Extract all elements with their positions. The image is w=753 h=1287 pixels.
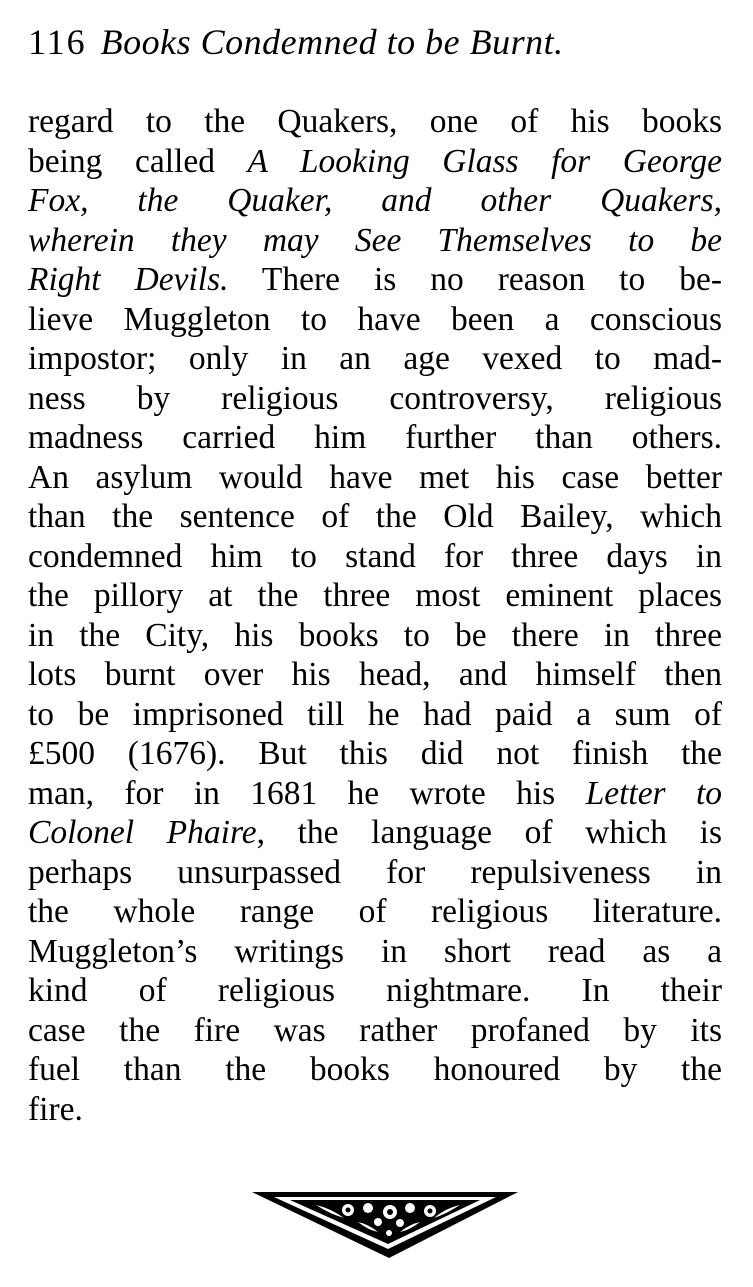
text-run: the pillory at the three most eminent places bbox=[28, 577, 722, 614]
text-line bbox=[28, 458, 722, 498]
text-line bbox=[28, 181, 722, 221]
text-run: £500 (1676). But this did not finish the bbox=[28, 735, 722, 772]
text-line bbox=[28, 142, 722, 182]
text-run: condemned him to stand for three days in bbox=[28, 537, 722, 575]
text-run: lieve Muggleton to have been a conscious bbox=[28, 300, 722, 338]
running-title: Books Condemned to be Burnt. bbox=[100, 22, 564, 62]
text-run: fire. bbox=[28, 1090, 83, 1128]
running-header bbox=[28, 20, 728, 64]
text-line bbox=[28, 734, 722, 774]
text-line bbox=[28, 300, 722, 340]
text-line bbox=[28, 576, 722, 616]
text-run: There is no reason to be- bbox=[228, 261, 722, 298]
text-line bbox=[28, 616, 722, 656]
text-line bbox=[28, 379, 722, 419]
text-run: Muggleton’s writings in short read as a bbox=[28, 932, 722, 970]
text-line bbox=[28, 497, 722, 537]
text-line bbox=[28, 695, 722, 735]
text-line bbox=[28, 339, 722, 379]
text-line bbox=[28, 1050, 722, 1090]
page-number: 116 bbox=[28, 22, 87, 62]
text-run: regard to the Quakers, one of his books bbox=[28, 103, 722, 140]
italic-text: Right Devils. bbox=[28, 261, 229, 298]
text-run: in the City, his books to be there in three bbox=[28, 616, 722, 654]
italic-text: Colonel Phaire bbox=[28, 814, 257, 851]
text-run: ness by religious controversy, religious bbox=[28, 379, 722, 417]
text-line bbox=[28, 813, 722, 853]
text-line bbox=[28, 1011, 722, 1051]
text-run: man, for in 1681 he wrote his bbox=[28, 774, 586, 812]
text-line bbox=[28, 971, 722, 1011]
text-run: than the sentence of the Old Bailey, which bbox=[28, 498, 722, 535]
text-run: An asylum would have met his case better bbox=[28, 458, 722, 496]
italic-text: Letter to bbox=[585, 774, 722, 812]
text-line bbox=[28, 102, 722, 142]
body-text bbox=[28, 102, 722, 1129]
text-run: kind of religious nightmare. In their bbox=[28, 972, 722, 1009]
italic-text: wherein they may See Themselves to be bbox=[28, 221, 722, 259]
text-run: lots burnt over his head, and himself then bbox=[28, 656, 722, 693]
text-line bbox=[28, 774, 722, 814]
text-line bbox=[28, 418, 722, 458]
text-run: , the language of which is bbox=[256, 814, 722, 851]
text-line bbox=[28, 537, 722, 577]
text-run: perhaps unsurpassed for repulsiveness in bbox=[28, 853, 722, 891]
text-run: the whole range of religious literature. bbox=[28, 893, 722, 930]
text-line bbox=[28, 1090, 722, 1130]
text-line bbox=[28, 221, 722, 261]
text-line bbox=[28, 260, 722, 300]
text-run: impostor; only in an age vexed to mad- bbox=[28, 340, 722, 377]
text-line bbox=[28, 655, 722, 695]
text-run: being called bbox=[28, 142, 248, 180]
tailpiece-ornament-icon bbox=[250, 1188, 520, 1260]
text-line bbox=[28, 932, 722, 972]
text-line bbox=[28, 853, 722, 893]
italic-text: A Looking Glass for George bbox=[247, 142, 722, 180]
text-run: fuel than the books honoured by the bbox=[28, 1051, 722, 1088]
text-run: case the fire was rather profaned by its bbox=[28, 1011, 722, 1049]
text-run: madness carried him further than others. bbox=[28, 419, 722, 456]
italic-text: Fox, the Quaker, and other Quakers, bbox=[28, 182, 722, 219]
text-line bbox=[28, 892, 722, 932]
text-run: to be imprisoned till he had paid a sum of bbox=[28, 695, 722, 733]
